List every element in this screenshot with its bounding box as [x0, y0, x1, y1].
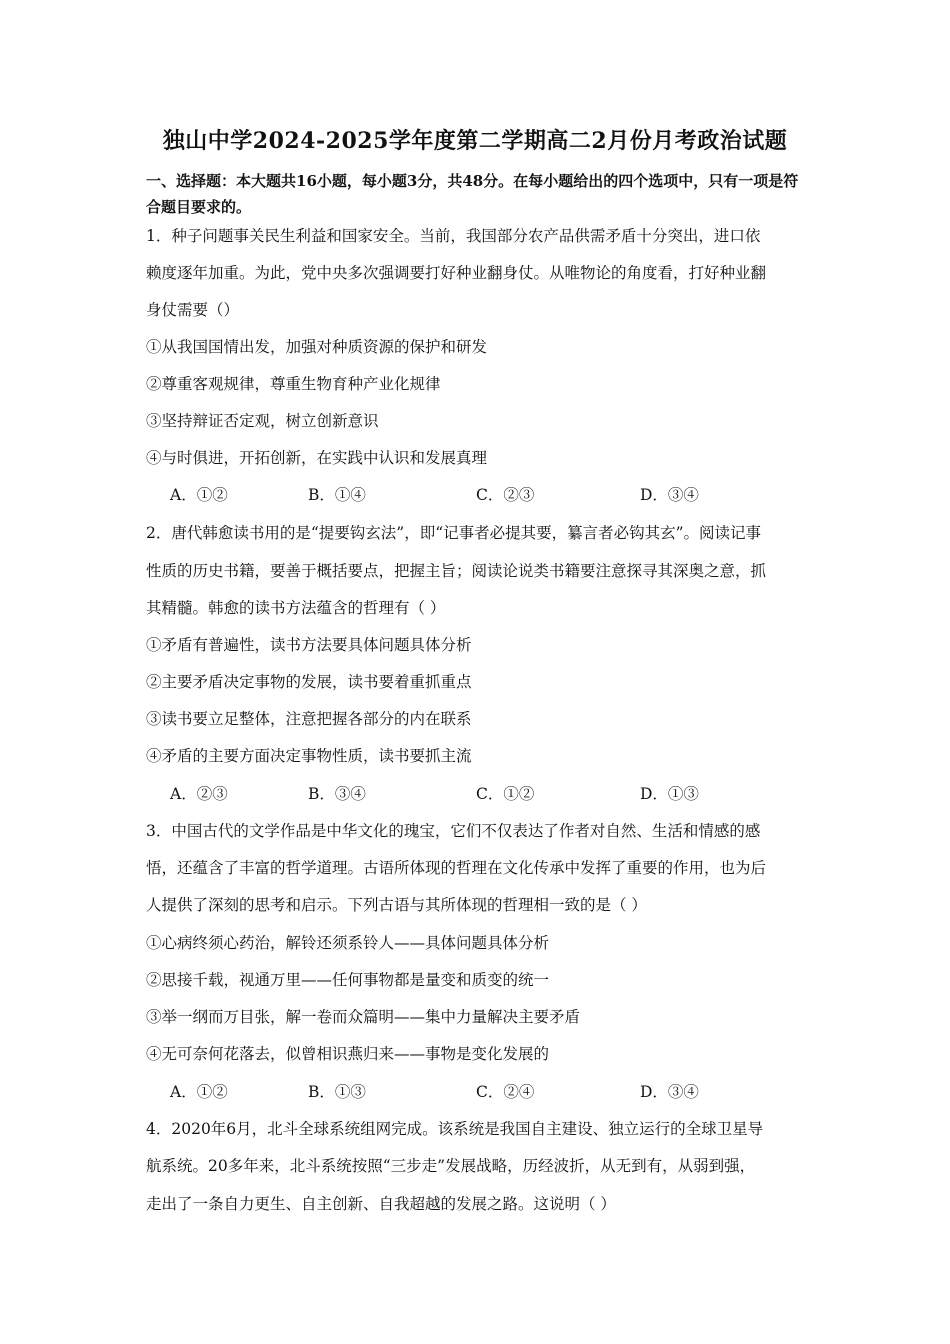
q2-choice-a: A．②③	[170, 785, 228, 803]
q3-stem-line-3: 人提供了深刻的思考和启示。下列古语与其所体现的哲理相一致的是（ ）	[146, 896, 647, 914]
q1-choice-b: B．①④	[308, 486, 366, 504]
q2-option-2: ②主要矛盾决定事物的发展，读书要着重抓重点	[146, 673, 472, 691]
q3-option-4: ④无可奈何花落去，似曾相识燕归来——事物是变化发展的	[146, 1045, 550, 1063]
q1-option-3: ③坚持辩证否定观，树立创新意识	[146, 412, 379, 430]
q2-choice-c: C．①②	[476, 785, 535, 803]
q3-choice-d: D．③④	[640, 1083, 699, 1101]
q1-option-4: ④与时俱进，开拓创新，在实践中认识和发展真理	[146, 449, 488, 467]
q3-stem-line-2: 悟，还蕴含了丰富的哲学道理。古语所体现的哲理在文化传承中发挥了重要的作用，也为后	[146, 859, 767, 877]
q3-stem-line-1: 3．中国古代的文学作品是中华文化的瑰宝，它们不仅表达了作者对自然、生活和情感的感	[146, 822, 761, 840]
q3-option-2: ②思接千载，视通万里——任何事物都是量变和质变的统一	[146, 971, 550, 989]
section-header: 一、选择题：本大题共16小题，每小题3分，共48分。在每小题给出的四个选项中，只有一项是符合题目要求的。	[146, 172, 799, 216]
q1-stem-line-2: 赖度逐年加重。为此，党中央多次强调要打好种业翻身仗。从唯物论的角度看，打好种业翻	[146, 264, 767, 282]
q1-option-1: ①从我国国情出发，加强对种质资源的保护和研发	[146, 338, 488, 356]
page-title: 独山中学2024-2025学年度第二学期高二2月份月考政治试题	[162, 128, 788, 154]
q2-choice-b: B．③④	[308, 785, 366, 803]
q2-stem-line-3: 其精髓。韩愈的读书方法蕴含的哲理有（ ）	[146, 599, 446, 617]
q2-stem-line-1: 2．唐代韩愈读书用的是“提要钩玄法”，即“记事者必提其要，纂言者必钩其玄”。阅读记事	[146, 524, 762, 542]
q1-choice-a: A．①②	[170, 486, 228, 504]
q1-stem-line-1: 1．种子问题事关民生利益和国家安全。当前，我国部分农产品供需矛盾十分突出，进口依	[146, 227, 761, 245]
q2-option-1: ①矛盾有普遍性，读书方法要具体问题具体分析	[146, 636, 472, 654]
q3-option-3: ③举一纲而万目张，解一卷而众篇明——集中力量解决主要矛盾	[146, 1008, 581, 1026]
q2-stem-line-2: 性质的历史书籍，要善于概括要点，把握主旨；阅读论说类书籍要注意探寻其深奥之意，抓	[146, 562, 767, 580]
q4-stem-line-1: 4．2020年6月，北斗全球系统组网完成。该系统是我国自主建设、独立运行的全球卫星导	[146, 1120, 764, 1138]
q2-option-3: ③读书要立足整体，注意把握各部分的内在联系	[146, 710, 472, 728]
q1-choices	[170, 484, 770, 506]
q3-choice-a: A．①②	[170, 1083, 228, 1101]
q1-choice-d: D．③④	[640, 486, 699, 504]
q4-stem-line-2: 航系统。20多年来，北斗系统按照“三步走”发展战略，历经波折，从无到有，从弱到强，	[146, 1157, 756, 1175]
q3-choice-c: C．②④	[476, 1083, 535, 1101]
q3-choices	[170, 1081, 770, 1103]
q2-choice-d: D．①③	[640, 785, 699, 803]
q3-option-1: ①心病终须心药治，解铃还须系铃人——具体问题具体分析	[146, 934, 550, 952]
q2-option-4: ④矛盾的主要方面决定事物性质，读书要抓主流	[146, 747, 472, 765]
q1-stem-line-3: 身仗需要（）	[146, 301, 240, 319]
q1-choice-c: C．②③	[476, 486, 535, 504]
q1-option-2: ②尊重客观规律，尊重生物育种产业化规律	[146, 375, 441, 393]
q2-choices	[170, 783, 770, 805]
q3-choice-b: B．①③	[308, 1083, 366, 1101]
q4-stem-line-3: 走出了一条自力更生、自主创新、自我超越的发展之路。这说明（ ）	[146, 1195, 616, 1213]
